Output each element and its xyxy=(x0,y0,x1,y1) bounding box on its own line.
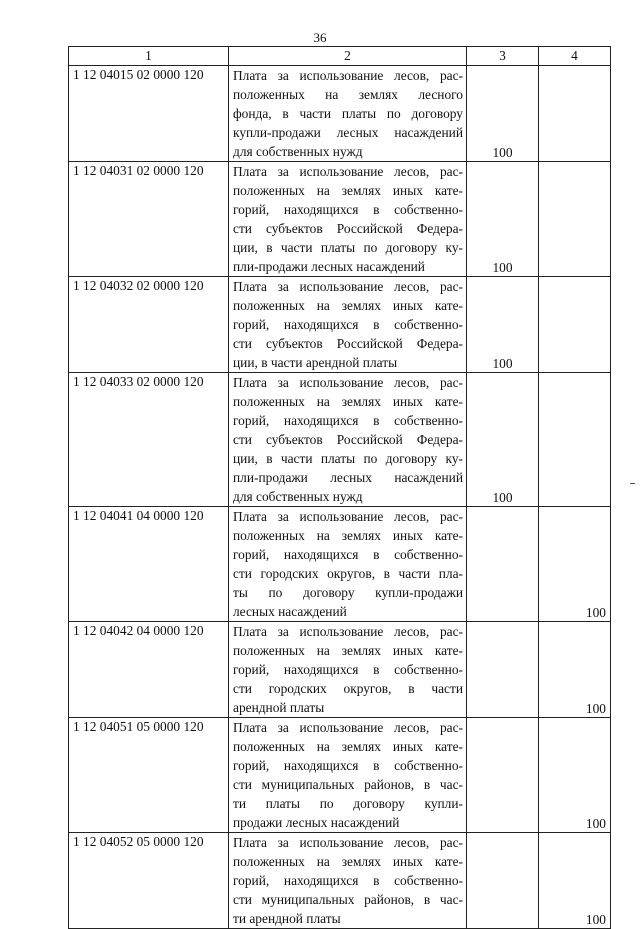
description-line: Плата за использование лесов, рас- xyxy=(233,279,463,294)
description-line: пли-продажи лесных насаждений xyxy=(233,470,463,485)
budget-code-cell: 1 12 04032 02 0000 120 xyxy=(69,277,229,373)
description-line: горий, находящихся в собственно- xyxy=(233,758,463,773)
column-3-value xyxy=(467,833,539,929)
column-4-value xyxy=(539,373,611,507)
description-line: ции, в части платы по договору ку- xyxy=(233,451,463,466)
column-header-4: 4 xyxy=(539,47,611,66)
scan-edge-mark xyxy=(630,483,635,484)
description-line: горий, находящихся в собственно- xyxy=(233,547,463,562)
column-4-value xyxy=(539,277,611,373)
description-line: ти платы по договору купли- xyxy=(233,796,463,811)
table-row xyxy=(69,277,611,373)
description-line: Плата за использование лесов, рас- xyxy=(233,720,463,735)
column-4-value: 100 xyxy=(539,507,611,622)
description-line: положенных на землях лесного xyxy=(233,87,463,102)
column-4-value: 100 xyxy=(539,622,611,718)
description-cell xyxy=(229,373,467,507)
column-header-3: 3 xyxy=(467,47,539,66)
column-3-value: 100 xyxy=(467,277,539,373)
column-4-value: 100 xyxy=(539,718,611,833)
description-line: сти муниципальных районов, в час- xyxy=(233,892,463,907)
description-line: ты по договору купли-продажи xyxy=(233,585,463,600)
description-line: положенных на землях иных кате- xyxy=(233,528,463,543)
description-line: продажи лесных насаждений xyxy=(233,815,400,830)
description-line: положенных на землях иных кате- xyxy=(233,643,463,658)
description-line: пли-продажи лесных насаждений xyxy=(233,259,425,274)
description-line: положенных на землях иных кате- xyxy=(233,394,463,409)
description-line: ти арендной платы xyxy=(233,911,341,926)
column-4-value xyxy=(539,66,611,162)
description-line: горий, находящихся в собственно- xyxy=(233,317,463,332)
column-3-value: 100 xyxy=(467,66,539,162)
description-line: для собственных нужд xyxy=(233,489,363,504)
description-line: для собственных нужд xyxy=(233,144,363,159)
description-line: сти субъектов Российской Федера- xyxy=(233,432,463,447)
description-cell xyxy=(229,718,467,833)
table-row xyxy=(69,622,611,718)
description-line: положенных на землях иных кате- xyxy=(233,183,463,198)
description-line: Плата за использование лесов, рас- xyxy=(233,375,463,390)
description-line: Плата за использование лесов, рас- xyxy=(233,68,463,83)
budget-code-table xyxy=(68,46,611,929)
description-cell xyxy=(229,66,467,162)
budget-code-cell: 1 12 04042 04 0000 120 xyxy=(69,622,229,718)
description-line: сти городских округов, в части xyxy=(233,681,463,696)
budget-code-cell: 1 12 04031 02 0000 120 xyxy=(69,162,229,277)
table-body xyxy=(69,66,611,929)
page-number: 36 xyxy=(313,30,327,45)
description-line: положенных на землях иных кате- xyxy=(233,298,463,313)
description-line: положенных на землях иных кате- xyxy=(233,854,463,869)
column-4-value: 100 xyxy=(539,833,611,929)
column-3-value xyxy=(467,507,539,622)
budget-code-cell: 1 12 04051 05 0000 120 xyxy=(69,718,229,833)
budget-code-cell: 1 12 04052 05 0000 120 xyxy=(69,833,229,929)
description-line: положенных на землях иных кате- xyxy=(233,739,463,754)
description-line: горий, находящихся в собственно- xyxy=(233,202,463,217)
description-line: Плата за использование лесов, рас- xyxy=(233,624,463,639)
table-row xyxy=(69,373,611,507)
column-4-value xyxy=(539,162,611,277)
table-row xyxy=(69,162,611,277)
table-row xyxy=(69,507,611,622)
budget-code-cell: 1 12 04033 02 0000 120 xyxy=(69,373,229,507)
description-line: сти субъектов Российской Федера- xyxy=(233,221,463,236)
description-line: арендной платы xyxy=(233,700,325,715)
column-3-value: 100 xyxy=(467,162,539,277)
description-line: горий, находящихся в собственно- xyxy=(233,873,463,888)
description-line: сти городских округов, в части пла- xyxy=(233,566,463,581)
description-line: сти муниципальных районов, в час- xyxy=(233,777,463,792)
description-line: Плата за использование лесов, рас- xyxy=(233,509,463,524)
budget-code-cell: 1 12 04015 02 0000 120 xyxy=(69,66,229,162)
table-row xyxy=(69,66,611,162)
description-cell xyxy=(229,622,467,718)
budget-code-cell: 1 12 04041 04 0000 120 xyxy=(69,507,229,622)
header-row xyxy=(69,47,611,66)
description-cell xyxy=(229,162,467,277)
description-line: ции, в части платы по договору ку- xyxy=(233,240,463,255)
description-line: Плата за использование лесов, рас- xyxy=(233,835,463,850)
description-line: лесных насаждений xyxy=(233,604,347,619)
description-line: Плата за использование лесов, рас- xyxy=(233,164,463,179)
table-row xyxy=(69,833,611,929)
table-row xyxy=(69,718,611,833)
description-line: горий, находящихся в собственно- xyxy=(233,662,463,677)
description-cell xyxy=(229,833,467,929)
column-header-1: 1 xyxy=(69,47,229,66)
column-3-value xyxy=(467,718,539,833)
column-header-2: 2 xyxy=(229,47,467,66)
column-3-value xyxy=(467,622,539,718)
description-cell xyxy=(229,277,467,373)
description-line: ции, в части арендной платы xyxy=(233,355,398,370)
description-line: горий, находящихся в собственно- xyxy=(233,413,463,428)
column-3-value: 100 xyxy=(467,373,539,507)
description-line: фонда, в части платы по договору xyxy=(233,106,463,121)
description-line: сти субъектов Российской Федера- xyxy=(233,336,463,351)
description-line: купли-продажи лесных насаждений xyxy=(233,125,463,140)
description-cell xyxy=(229,507,467,622)
